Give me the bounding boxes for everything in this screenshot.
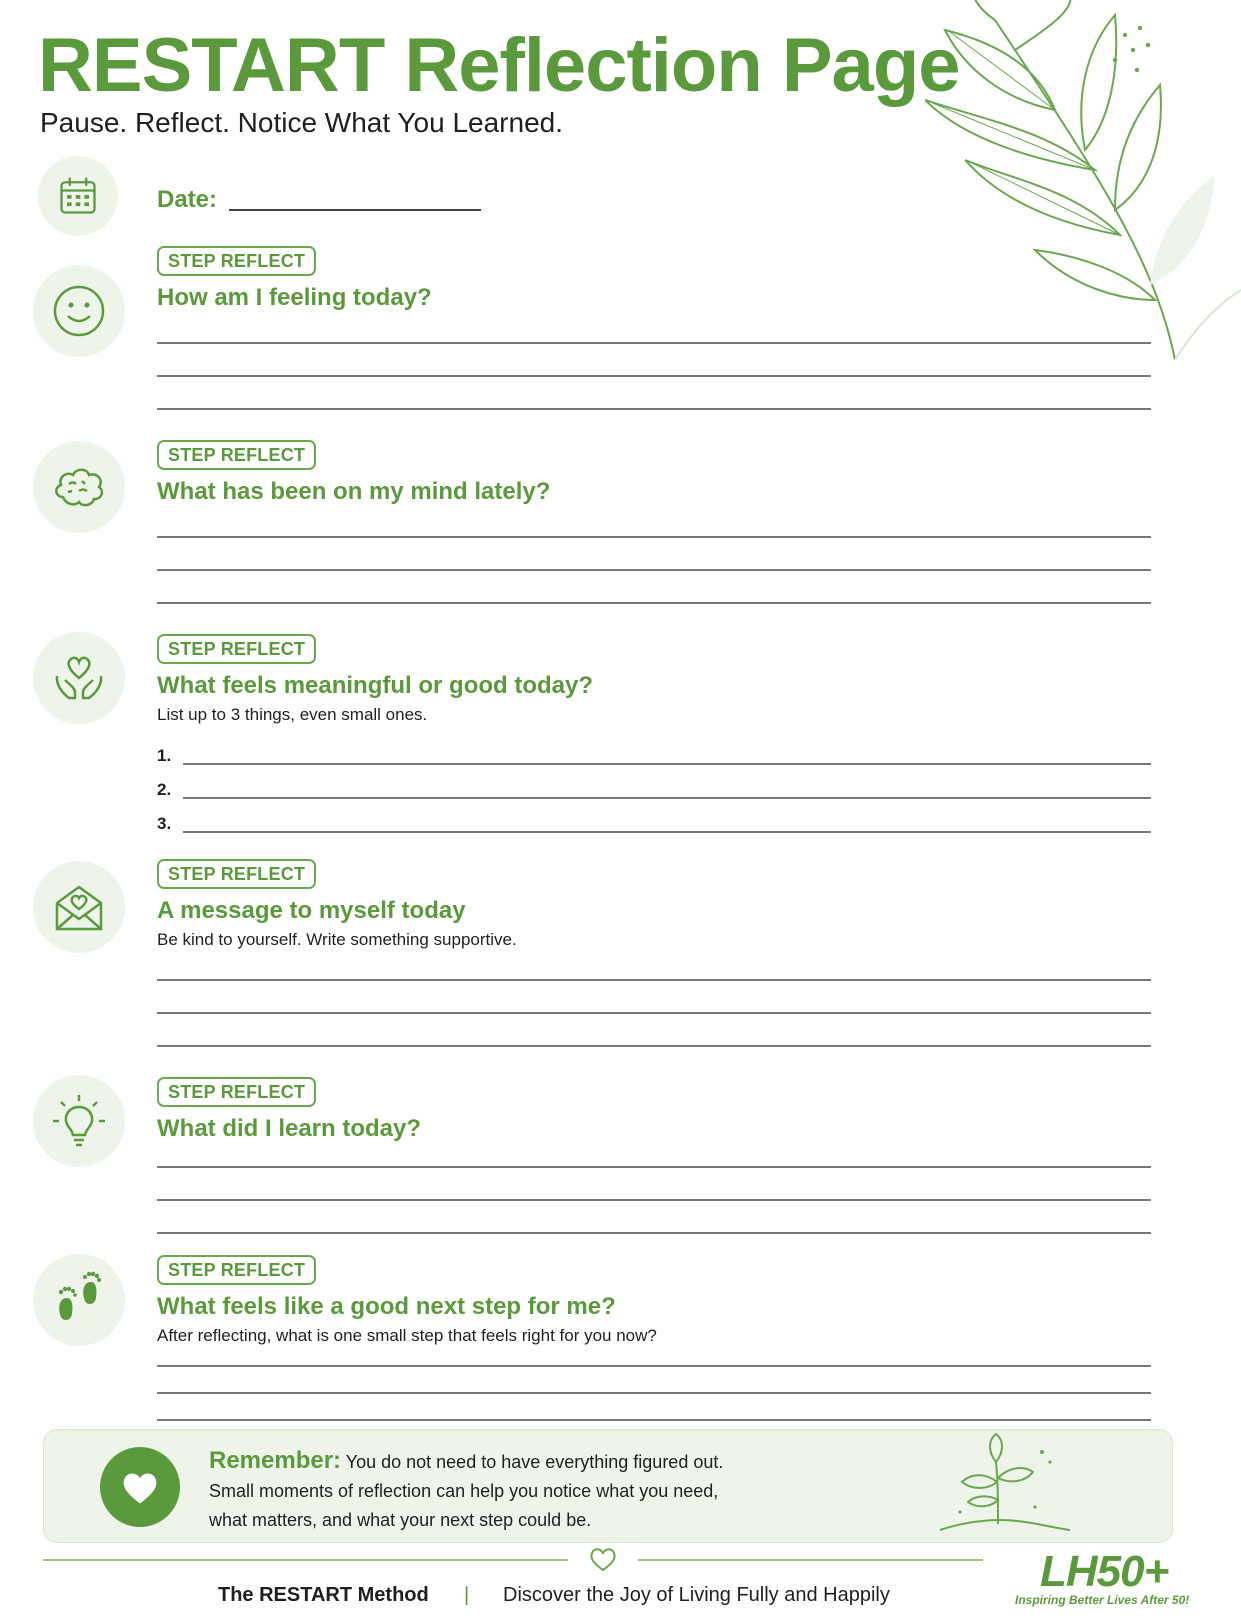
remember-line: what matters, and what your next step could be. xyxy=(209,1510,592,1530)
section-hint: List up to 3 things, even small ones. xyxy=(157,705,428,725)
writing-line[interactable] xyxy=(157,1166,1151,1168)
list-number: 1. xyxy=(157,746,172,765)
footprints-icon xyxy=(49,1270,109,1330)
remember-line: You do not need to have everything figured out. xyxy=(345,1452,724,1472)
brand-logo: LH50+ xyxy=(1040,1547,1169,1596)
section-hint: Be kind to yourself. Write something supportive. xyxy=(157,930,517,950)
footer-divider xyxy=(43,1559,568,1561)
writing-line[interactable] xyxy=(157,1199,1151,1201)
reflection-section xyxy=(157,1255,1151,1347)
brain-cloud-icon xyxy=(49,457,109,517)
date-field[interactable] xyxy=(229,209,481,211)
step-badge: STEP REFLECT xyxy=(157,440,316,470)
writing-line[interactable] xyxy=(157,1045,1151,1047)
page-title: RESTART Reflection Page xyxy=(38,23,960,108)
leaf-branch-icon xyxy=(925,0,1241,380)
remember-message xyxy=(209,1446,849,1535)
calendar-icon-circle xyxy=(38,156,118,236)
footer-tagline: Discover the Joy of Living Fully and Happily xyxy=(503,1584,890,1606)
writing-line[interactable] xyxy=(157,1419,1151,1421)
reflection-section xyxy=(157,440,1151,507)
section-question: What has been on my mind lately? xyxy=(157,478,551,505)
heart-icon xyxy=(118,1465,162,1509)
footer-divider xyxy=(638,1559,983,1561)
sprout-icon xyxy=(930,1432,1080,1540)
list-item-line[interactable] xyxy=(183,797,1151,799)
writing-line[interactable] xyxy=(157,979,1151,981)
heart-hands-icon xyxy=(49,648,109,708)
remember-label: Remember: xyxy=(209,1447,342,1474)
heart-envelope-icon xyxy=(49,877,109,937)
writing-line[interactable] xyxy=(157,408,1151,410)
footer-separator: | xyxy=(464,1584,470,1606)
brand-tagline: Inspiring Better Lives After 50! xyxy=(1015,1593,1190,1607)
section-question: What feels like a good next step for me? xyxy=(157,1293,616,1320)
lightbulb-icon xyxy=(49,1091,109,1151)
reflection-section xyxy=(157,859,1151,951)
writing-line[interactable] xyxy=(157,602,1151,604)
step-badge: STEP REFLECT xyxy=(157,634,316,664)
writing-line[interactable] xyxy=(157,1365,1151,1367)
step-badge: STEP REFLECT xyxy=(157,1255,316,1285)
remember-line: Small moments of reflection can help you notice what you need, xyxy=(209,1481,719,1501)
list-item-line[interactable] xyxy=(183,763,1151,765)
section-hint: After reflecting, what is one small step that feels right for you now? xyxy=(157,1326,657,1346)
list-number: 3. xyxy=(157,814,172,833)
section-question: What feels meaningful or good today? xyxy=(157,672,594,699)
date-label: Date: xyxy=(157,186,218,213)
writing-line[interactable] xyxy=(157,342,1151,344)
heart-badge xyxy=(100,1447,180,1527)
writing-line[interactable] xyxy=(157,1392,1151,1394)
reflection-section xyxy=(157,246,1151,313)
page-subtitle: Pause. Reflect. Notice What You Learned. xyxy=(40,107,563,138)
footer-method: The RESTART Method xyxy=(218,1584,429,1606)
reflection-section xyxy=(157,1077,1151,1144)
step-badge: STEP REFLECT xyxy=(157,859,316,889)
step-badge: STEP REFLECT xyxy=(157,246,316,276)
writing-line[interactable] xyxy=(157,375,1151,377)
reflection-section xyxy=(157,634,1151,726)
list-number: 2. xyxy=(157,780,172,799)
section-icon-circle xyxy=(33,632,125,724)
section-icon-circle xyxy=(33,441,125,533)
section-question: A message to myself today xyxy=(157,897,466,924)
section-question: What did I learn today? xyxy=(157,1115,422,1142)
writing-line[interactable] xyxy=(157,1012,1151,1014)
calendar-icon xyxy=(56,174,100,218)
section-icon-circle xyxy=(33,265,125,357)
smiley-face-icon xyxy=(49,281,109,341)
writing-line[interactable] xyxy=(157,536,1151,538)
section-icon-circle xyxy=(33,1075,125,1167)
writing-line[interactable] xyxy=(157,1232,1151,1234)
section-icon-circle xyxy=(33,1254,125,1346)
heart-outline-icon xyxy=(588,1545,618,1573)
section-icon-circle xyxy=(33,861,125,953)
section-question: How am I feeling today? xyxy=(157,284,432,311)
writing-line[interactable] xyxy=(157,569,1151,571)
list-item-line[interactable] xyxy=(183,831,1151,833)
step-badge: STEP REFLECT xyxy=(157,1077,316,1107)
